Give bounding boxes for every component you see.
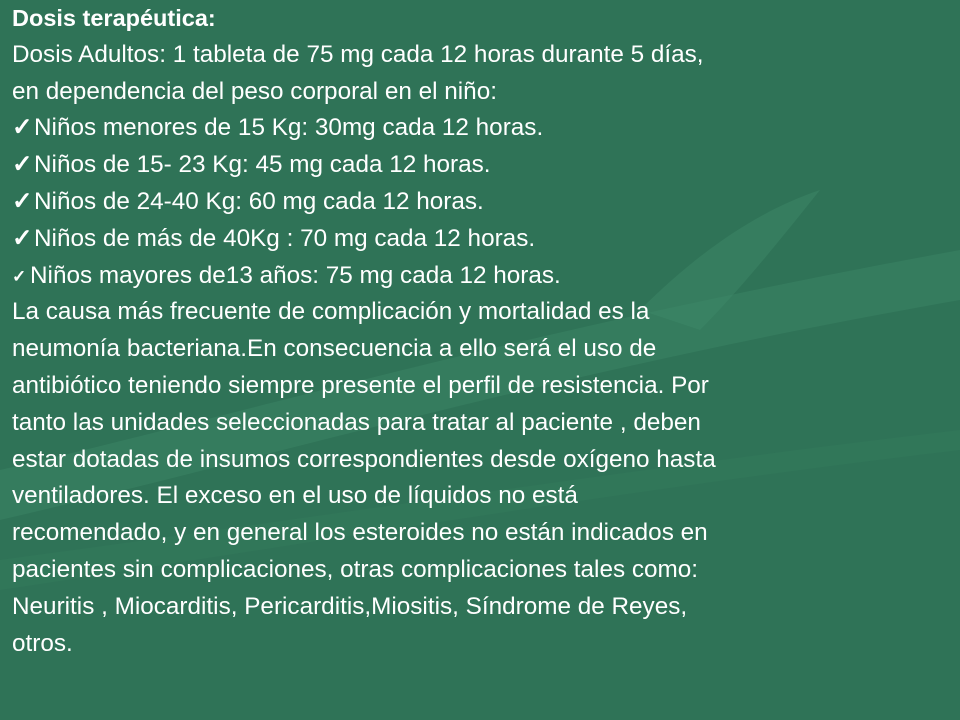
bullet-item xyxy=(12,110,952,147)
bullet-text: Niños de 15- 23 Kg: 45 mg cada 12 horas. xyxy=(34,151,491,179)
intro-line-weight: en dependencia del peso corporal en el niño: xyxy=(12,77,497,105)
bullet-text: Niños menores de 15 Kg: 30mg cada 12 horas. xyxy=(34,114,544,142)
body-line: pacientes sin complicaciones, otras complicaciones tales como: xyxy=(12,555,699,583)
bullet-item xyxy=(12,147,952,184)
body-line: otros. xyxy=(12,629,73,657)
bullet-item xyxy=(12,184,952,221)
body-line: neumonía bacteriana.En consecuencia a ello será el uso de xyxy=(12,335,657,363)
slide-heading: Dosis terapéutica: xyxy=(12,5,216,31)
bullet-text: Niños de 24-40 Kg: 60 mg cada 12 horas. xyxy=(34,187,484,215)
bullet-item xyxy=(12,258,952,295)
body-line: estar dotadas de insumos correspondientes desde oxígeno hasta xyxy=(12,445,716,473)
check-mark-icon: ✓ xyxy=(12,266,27,286)
body-line: recomendado, y en general los esteroides no están indicados en xyxy=(12,519,708,547)
slide-content xyxy=(12,0,952,662)
check-mark-icon: ✓ xyxy=(12,151,33,179)
check-mark-icon: ✓ xyxy=(12,224,33,252)
body-line: Neuritis , Miocarditis, Pericarditis,Miositis, Síndrome de Reyes, xyxy=(12,592,688,620)
bullet-text: Niños mayores de13 años: 75 mg cada 12 horas. xyxy=(30,261,561,289)
intro-line-adult-dose: Dosis Adultos: 1 tableta de 75 mg cada 12 horas durante 5 días, xyxy=(12,40,704,68)
body-line: tanto las unidades seleccionadas para tratar al paciente , deben xyxy=(12,408,701,436)
bullet-item xyxy=(12,221,952,258)
body-line: La causa más frecuente de complicación y mortalidad es la xyxy=(12,298,650,326)
body-line: ventiladores. El exceso en el uso de líquidos no está xyxy=(12,482,578,510)
check-mark-icon: ✓ xyxy=(12,114,33,142)
body-line: antibiótico teniendo siempre presente el perfil de resistencia. Por xyxy=(12,371,709,399)
check-mark-icon: ✓ xyxy=(12,187,33,215)
bullet-text: Niños de más de 40Kg : 70 mg cada 12 horas. xyxy=(34,224,536,252)
